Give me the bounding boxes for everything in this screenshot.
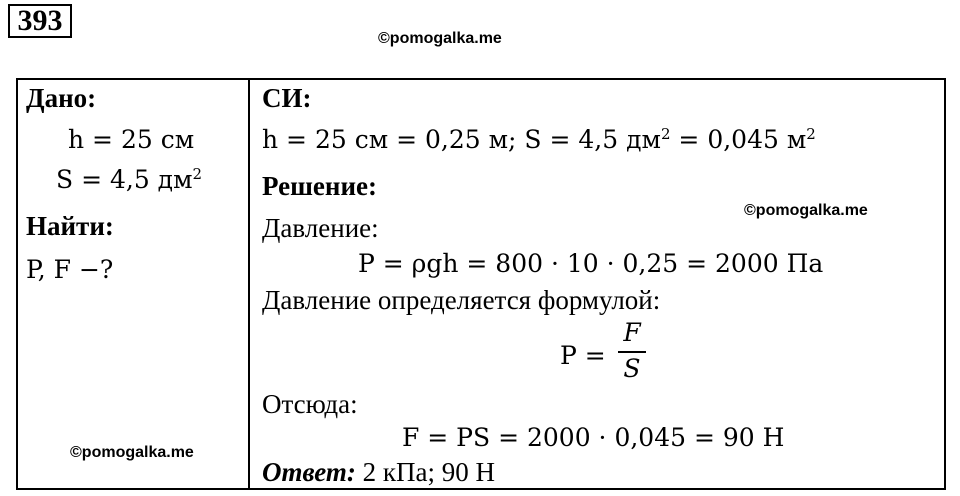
given-title: Дано: [26,83,97,113]
watermark-top: ©pomogalka.me [378,30,502,47]
si-title: СИ: [262,83,312,113]
answer-line: Ответ: 2 кПа; 90 Н [262,457,495,487]
find-text: P, F −? [26,255,114,284]
watermark-bottom: ©pomogalka.me [70,444,194,461]
watermark-middle: ©pomogalka.me [744,202,868,219]
column-divider [248,78,250,490]
defined-by-text: Давление определяется формулой: [262,285,661,315]
find-title: Найти: [26,211,114,241]
force-formula: F = PS = 2000 · 0,045 = 90 Н [402,423,785,452]
fraction-bar [618,351,646,353]
formula-left: P = [560,341,606,370]
si-conversion: h = 25 см = 0,25 м; S = 4,5 $дм^2 = 0,045$ $м^2$ [262,125,816,154]
solution-title: Решение: [262,171,377,201]
problem-number: 393 [8,4,72,38]
given-h: h = 25 см [68,125,195,154]
pressure-label: Давление: [262,213,379,243]
fraction-numerator: F [623,318,641,347]
pressure-formula: P = ρgh = 800 · 10 · 0,25 = 2000 Па [358,249,824,278]
pressure-fraction [618,318,648,388]
given-s: S = 4,5 $дм^2$ [56,165,203,194]
fraction-denominator: S [623,354,641,383]
hence-label: Отсюда: [262,389,358,419]
